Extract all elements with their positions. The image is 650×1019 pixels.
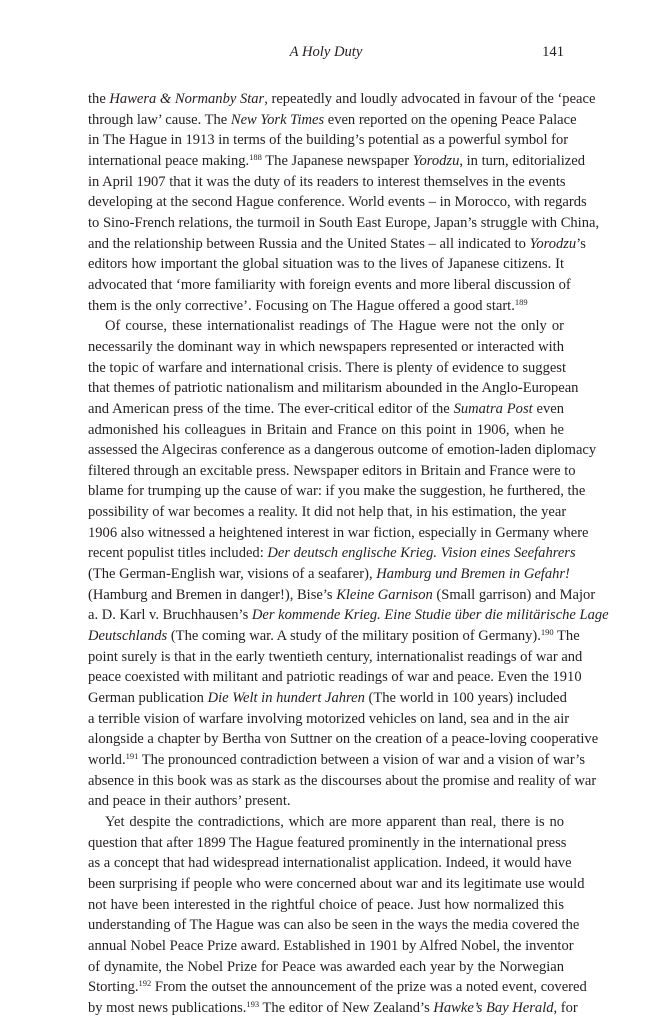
text-run: annual Nobel Peace Prize award. Established in 1901 by Alfred Nobel, the inventor — [88, 937, 574, 954]
italic-title: Kleine Garnison — [336, 586, 433, 603]
italic-title: Yorodzu — [529, 235, 577, 252]
text-line — [88, 977, 587, 998]
text-line — [88, 709, 570, 730]
paragraph — [88, 316, 609, 812]
text-line — [88, 936, 574, 957]
italic-title: Sumatra Post — [453, 400, 533, 417]
text-line — [88, 440, 597, 461]
text-run: developing at the second Hague conference. World events – in Morocco, with regards — [88, 194, 587, 211]
italic-title: New York Times — [230, 111, 325, 128]
text-run: point surely is that in the early twentieth century, internationalist readings of war and — [88, 648, 583, 665]
italic-title: Der kommende Krieg. Eine Studie über die militärische Lage — [251, 607, 609, 624]
text-run: peace coexisted with militant and patriotic readings of war and peace. Even the 1910 — [88, 669, 582, 686]
text-run: absence in this book was as stark as the discourses about the promise and reality of war — [88, 772, 597, 789]
text-line — [88, 151, 585, 172]
footnote-ref: 192 — [138, 978, 152, 989]
text-line — [88, 337, 564, 358]
running-head — [88, 44, 564, 66]
footnote-ref: 190 — [540, 627, 554, 638]
footnote-ref: 191 — [125, 751, 139, 761]
text-run: the — [88, 91, 110, 107]
text-run: possibility of war becomes a reality. It did not help that, in his estimation, the year — [88, 504, 567, 521]
text-line — [88, 213, 600, 234]
text-line — [88, 523, 589, 544]
text-run: German publication — [88, 690, 208, 707]
text-line — [88, 833, 567, 854]
body-text — [88, 89, 609, 1019]
text-run: blame for trumping up the cause of war: if you make the suggestion, he furthered, the — [88, 483, 586, 500]
page-number: 141 — [542, 44, 564, 60]
text-line — [88, 564, 570, 585]
text-line — [88, 812, 564, 833]
text-line — [88, 667, 582, 688]
text-run: of dynamite, the Nobel Prize for Peace was awarded each year by the Norwegian — [88, 958, 564, 975]
text-line — [88, 378, 579, 399]
text-run: , repeatedly and loudly advocated in favour of the ‘peace — [264, 91, 596, 107]
text-run: The — [553, 628, 580, 645]
footnote-ref: 193 — [246, 998, 260, 1009]
text-line — [88, 358, 567, 379]
text-line — [88, 543, 576, 564]
text-line — [88, 316, 564, 337]
text-run: recent populist titles included: — [88, 545, 268, 562]
italic-title: Die Welt in hundert Jahren — [207, 690, 365, 707]
text-line — [88, 89, 596, 110]
text-run: a. D. Karl v. Bruchhausen’s — [88, 607, 252, 624]
text-run: international peace making. — [88, 152, 250, 169]
text-line — [88, 585, 596, 606]
text-run: The editor of New Zealand’s — [259, 999, 434, 1016]
text-run: that themes of patriotic nationalism and militarism abounded in the Anglo-European — [88, 380, 579, 397]
text-run: The pronounced contradiction between a vision of war and a vision of war’s — [138, 752, 585, 768]
text-run: the topic of warfare and international crisis. There is plenty of evidence to suggest — [88, 359, 567, 376]
text-line — [88, 234, 586, 255]
text-run: them is the only corrective’. Focusing on The Hague offered a good start. — [88, 297, 515, 314]
text-line — [88, 192, 587, 213]
text-run: (Small garrison) and Major — [432, 586, 596, 603]
text-line — [88, 461, 576, 482]
text-run: by most news publications. — [88, 999, 247, 1016]
text-line — [88, 605, 609, 626]
text-run: From the outset the announcement of the prize was a noted event, covered — [151, 979, 587, 996]
italic-title: Hawke’s Bay Herald — [433, 999, 554, 1016]
running-title: A Holy Duty — [289, 44, 363, 60]
text-run: The Japanese newspaper — [261, 152, 413, 169]
italic-title: Der deutsch englische Krieg. Vision eines Seefahrers — [267, 545, 576, 562]
italic-title: Deutschlands — [88, 628, 168, 645]
footnote-ref: 189 — [514, 296, 528, 307]
text-run: assessed the Algeciras conference as a dangerous outcome of emotion-laden diplomacy — [88, 442, 597, 459]
text-run: alongside a chapter by Bertha von Suttner on the creation of a peace-loving cooperative — [88, 731, 599, 748]
text-run: ’s — [576, 235, 586, 252]
text-run: to Sino-French relations, the turmoil in South East Europe, Japan’s struggle with China, — [88, 214, 600, 231]
text-run: through law’ cause. The — [88, 111, 231, 128]
text-run: Storting. — [88, 979, 139, 996]
text-line — [88, 729, 599, 750]
text-line — [88, 688, 567, 709]
text-run: a terrible vision of warfare involving motorized vehicles on land, sea and in the air — [88, 710, 570, 727]
text-line — [88, 998, 578, 1019]
text-line — [88, 957, 564, 978]
paragraph — [88, 89, 600, 316]
text-line — [88, 853, 572, 874]
text-line — [88, 420, 564, 441]
text-run: necessarily the dominant way in which newspapers represented or interacted with — [88, 338, 564, 355]
text-run: as a concept that had widespread internationalist application. Indeed, it would have — [88, 855, 572, 872]
text-run: understanding of The Hague was can also be seen in the ways the media covered the — [88, 917, 580, 934]
footnote-ref: 188 — [249, 151, 262, 162]
text-line — [88, 791, 564, 812]
text-line — [88, 750, 585, 771]
text-run: (The coming war. A study of the military position of Germany). — [167, 628, 541, 645]
text-line — [88, 626, 580, 647]
paragraph — [88, 812, 587, 1019]
text-run: world. — [88, 752, 126, 768]
text-line — [88, 915, 580, 936]
italic-title: Yorodzu — [412, 152, 460, 169]
text-run: and the relationship between Russia and the United States – all indicated to — [88, 235, 530, 252]
text-line — [88, 399, 564, 420]
text-run: 1906 also witnessed a heightened interest in war fiction, especially in Germany where — [88, 524, 589, 541]
text-run: Of course, these internationalist readings of The Hague were not the only or — [105, 318, 564, 335]
text-line — [88, 647, 583, 668]
text-line — [88, 296, 564, 317]
text-run: even reported on the opening Peace Palace — [324, 111, 577, 128]
text-line — [88, 895, 564, 916]
text-run: (The German-English war, visions of a seafarer), — [88, 566, 377, 583]
italic-title: Hamburg und Bremen in Gefahr! — [376, 566, 570, 583]
text-run: and peace in their authors’ present. — [88, 793, 291, 810]
text-run: in The Hague in 1913 in terms of the building’s potential as a powerful symbol for — [88, 132, 569, 149]
text-line — [88, 481, 586, 502]
text-run: and American press of the time. The ever-critical editor of the — [88, 400, 454, 417]
text-line — [88, 275, 571, 296]
text-run: in April 1907 that it was the duty of its readers to interest themselves in the events — [88, 173, 566, 190]
text-run: (Hamburg and Bremen in danger!), Bise’s — [88, 586, 337, 603]
text-run: question that after 1899 The Hague featured prominently in the international press — [88, 834, 567, 851]
text-run: been surprising if people who were concerned about war and its legitimate use would — [88, 875, 585, 892]
text-run: advocated that ‘more familiarity with foreign events and more liberal discussion of — [88, 276, 571, 293]
text-run: filtered through an excitable press. Newspaper editors in Britain and France were to — [88, 462, 576, 479]
text-run: , in turn, editorialized — [459, 152, 585, 169]
text-line — [88, 254, 564, 275]
text-run: (The world in 100 years) included — [364, 690, 567, 707]
text-run: not have been interested in the rightful choice of peace. Just how normalized this — [88, 896, 564, 913]
text-line — [88, 771, 597, 792]
text-line — [88, 172, 564, 193]
text-run: , for — [553, 999, 578, 1016]
text-run: admonished his colleagues in Britain and France on this point in 1906, when he — [88, 421, 564, 438]
text-run: Yet despite the contradictions, which are more apparent than real, there is no — [105, 813, 564, 830]
text-line — [88, 110, 577, 131]
text-line — [88, 502, 567, 523]
text-line — [88, 130, 569, 151]
italic-title: Hawera & Normanby Star — [109, 91, 265, 107]
text-run: even — [532, 400, 564, 417]
text-run: editors how important the global situation was to the lives of Japanese citizens. It — [88, 256, 564, 273]
text-line — [88, 874, 585, 895]
